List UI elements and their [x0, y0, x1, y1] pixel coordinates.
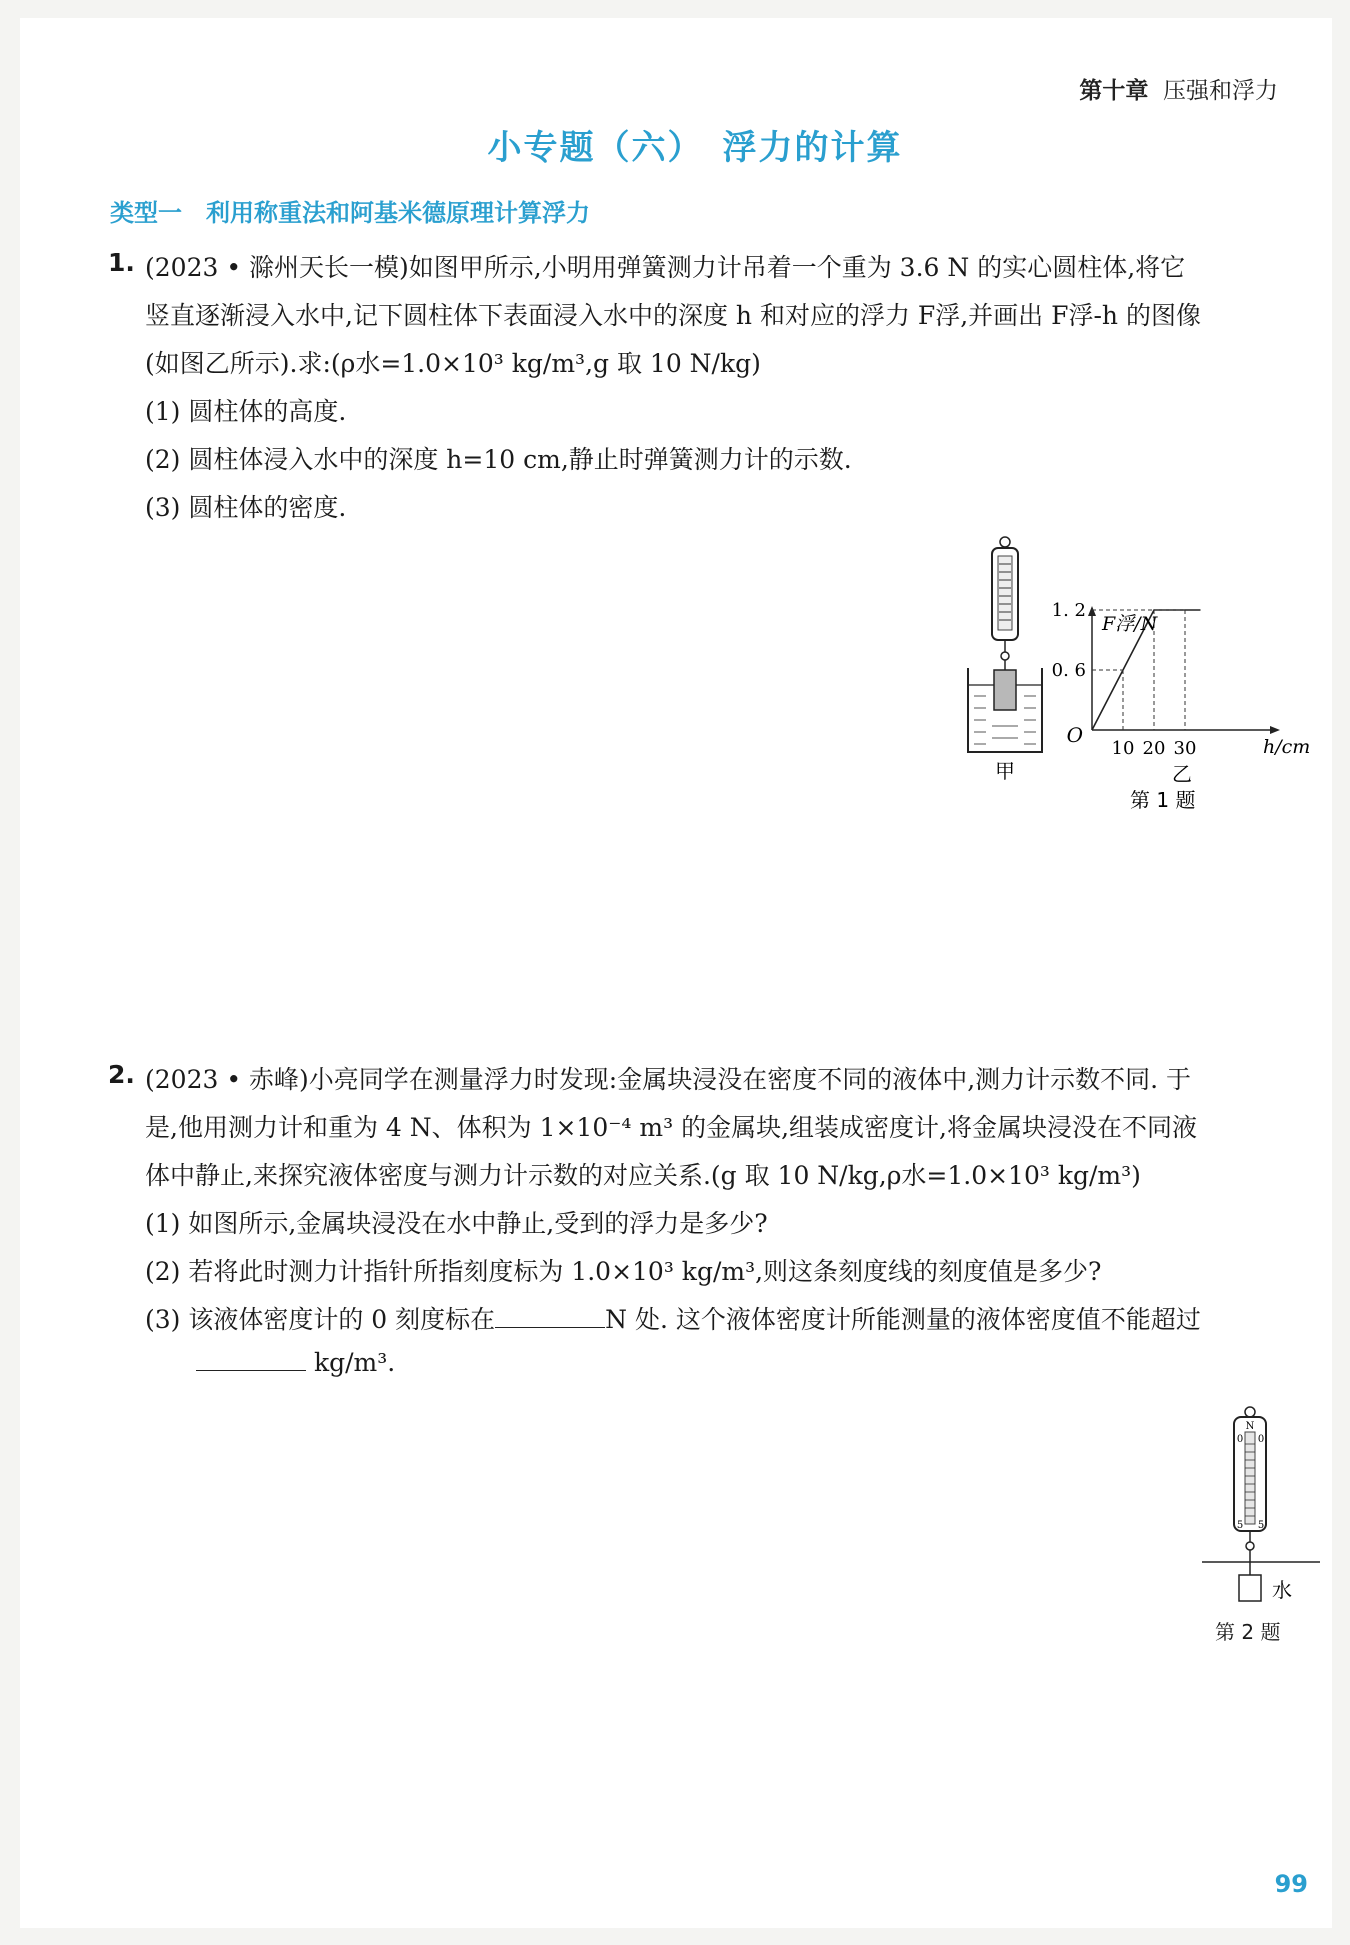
cylinder-block	[994, 670, 1016, 710]
question-1-sub-2: (2) 圆柱体浸入水中的深度 h=10 cm,静止时弹簧测力计的示数.	[145, 445, 852, 474]
origin-label: O	[1066, 723, 1083, 747]
section-heading: 类型一 利用称重法和阿基米德原理计算浮力	[110, 199, 590, 227]
question-2-sub-3-unit: kg/m³.	[313, 1348, 396, 1377]
y-axis-label: F浮/N	[1102, 613, 1158, 635]
label-yi: 乙	[1172, 762, 1192, 786]
scale-top-right: 0	[1257, 1434, 1265, 1445]
figure-1	[950, 530, 1310, 830]
scale-top-left: 0	[1236, 1434, 1244, 1445]
question-1-number: 1.	[108, 248, 135, 277]
question-1-sub-1: (1) 圆柱体的高度.	[145, 397, 347, 426]
question-2-sub-3-cont	[196, 1348, 395, 1377]
question-2-line-1: (2023 • 赤峰)小亮同学在测量浮力时发现:金属块浸没在密度不同的液体中,测力计示数不同. 于	[145, 1065, 1192, 1094]
answer-blank-2[interactable]	[196, 1348, 306, 1371]
scale-bottom-right: 5	[1257, 1520, 1265, 1531]
x-axis-arrow-icon	[1270, 726, 1280, 734]
scale-unit: N	[1245, 1421, 1255, 1432]
question-1-line-2: 竖直逐渐浸入水中,记下圆柱体下表面浸入水中的深度 h 和对应的浮力 F浮,并画出 F浮-h 的图像	[145, 301, 1201, 330]
x-axis-label: h/cm	[1263, 736, 1310, 758]
chapter-number: 第十章	[1079, 78, 1149, 104]
water-label: 水	[1272, 1578, 1292, 1602]
y-tick-label: 1. 2	[1051, 600, 1086, 621]
chapter-topic: 压强和浮力	[1163, 78, 1278, 104]
beaker-icon	[968, 668, 1042, 752]
question-1-line-3: (如图乙所示).求:(ρ水=1.0×10³ kg/m³,g 取 10 N/kg)	[145, 349, 761, 378]
metal-block	[1239, 1575, 1261, 1601]
question-2-sub-2: (2) 若将此时测力计指针所指刻度标为 1.0×10³ kg/m³,则这条刻度线的刻度值是多少?	[145, 1257, 1102, 1286]
label-jia: 甲	[995, 759, 1015, 783]
question-2-sub-3	[145, 1300, 1201, 1336]
page-number: 99	[1274, 1870, 1308, 1898]
figure-2-caption: 第 2 题	[1215, 1620, 1281, 1644]
question-1-line-1: (2023 • 滁州天长一模)如图甲所示,小明用弹簧测力计吊着一个重为 3.6 N 的实心圆柱体,将它	[145, 253, 1186, 282]
y-axis-arrow-icon	[1088, 606, 1096, 616]
page-title: 小专题（六） 浮力的计算	[487, 128, 903, 168]
figure-2	[1190, 1400, 1330, 1650]
answer-blank-1[interactable]	[495, 1305, 605, 1328]
question-2-line-3: 体中静止,来探究液体密度与测力计示数的对应关系.(g 取 10 N/kg,ρ水=1.0×10³ kg/m³)	[145, 1161, 1141, 1190]
spring-scale-icon	[992, 537, 1018, 670]
question-2-sub-3-middle: N 处. 这个液体密度计所能测量的液体密度值不能超过	[605, 1305, 1201, 1334]
x-tick-label: 10	[1111, 738, 1135, 759]
f-h-graph	[1052, 600, 1310, 786]
question-2-number: 2.	[108, 1060, 135, 1089]
question-2-sub-3-start: (3) 该液体密度计的 0 刻度标在	[145, 1305, 496, 1334]
question-2-line-2: 是,他用测力计和重为 4 N、体积为 1×10⁻⁴ m³ 的金属块,组装成密度计,将金属块浸没在不同液	[145, 1113, 1197, 1142]
question-1-sub-3: (3) 圆柱体的密度.	[145, 493, 347, 522]
scale-bottom-left: 5	[1236, 1520, 1244, 1531]
chapter-header	[1079, 72, 1278, 105]
figure-1-caption: 第 1 题	[1130, 788, 1196, 812]
x-tick-label: 30	[1173, 738, 1197, 759]
question-2-sub-1: (1) 如图所示,金属块浸没在水中静止,受到的浮力是多少?	[145, 1209, 768, 1238]
x-tick-label: 20	[1142, 738, 1166, 759]
y-tick-label: 0. 6	[1051, 660, 1086, 681]
spring-scale-2-icon	[1234, 1407, 1266, 1575]
